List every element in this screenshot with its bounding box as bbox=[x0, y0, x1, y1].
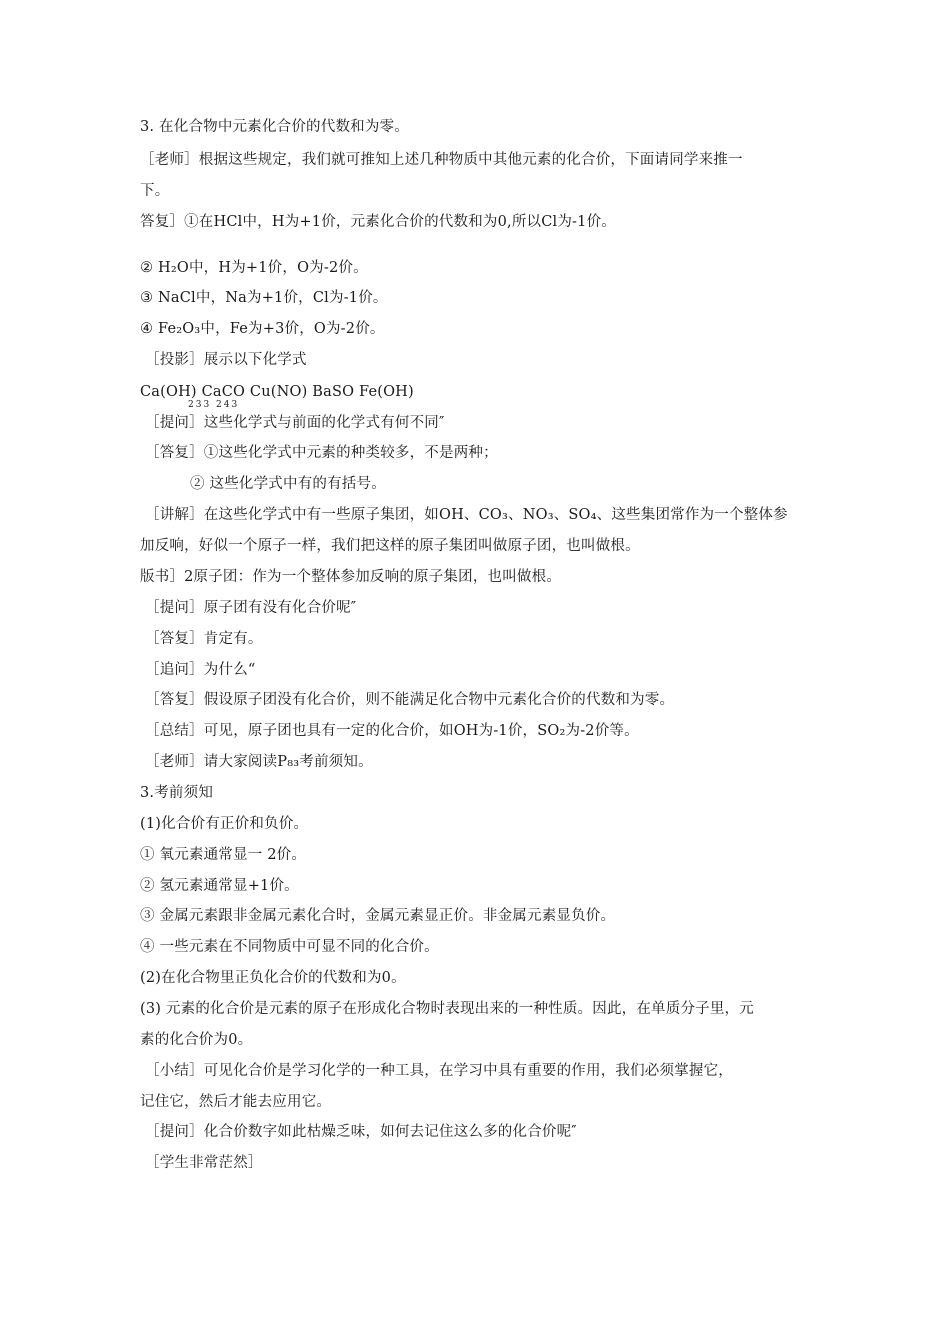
brief-summary-line-cont: 记住它，然后才能去应用它。 bbox=[140, 1094, 332, 1110]
brief-summary-line: ［小结］可见化合价是学习化学的一种工具，在学习中具有重要的作用，我们必须掌握它， bbox=[145, 1063, 733, 1079]
question-line-2: ［提问］原子团有没有化合价呢″ bbox=[145, 600, 357, 616]
note-1c-line: ③ 金属元素跟非金属元素化合时，金属元素显正价。非金属元素显负价。 bbox=[140, 908, 616, 924]
answer-fe2o3-line: ④ Fe₂O₃中，Fe为+3价，O为-2价。 bbox=[140, 321, 385, 337]
formula-subscripts: 233 243 bbox=[188, 400, 240, 410]
section-heading: 3.考前须知 bbox=[140, 785, 214, 801]
note-3-line-cont: 素的化合价为0。 bbox=[140, 1032, 253, 1048]
question-line: ［提问］这些化学式与前面的化学式有何不同″ bbox=[145, 415, 445, 431]
answer-line-1: ［答复］①这些化学式中元素的种类较多，不是两种； bbox=[145, 445, 498, 461]
teacher-line-cont: 下。 bbox=[140, 183, 170, 199]
explain-line: ［讲解］在这些化学式中有一些原子集团，如OH、CO₃、NO₃、SO₄、这些集团常作为一个整体参 bbox=[145, 507, 788, 523]
followup-line: ［追问］为什么“ bbox=[145, 662, 256, 678]
answer-hcl-line: 答复］①在HCl中，H为+1价，元素化合价的代数和为0,所以Cl为-1价。 bbox=[140, 214, 616, 230]
note-2-line: (2)在化合物里正负化合价的代数和为0。 bbox=[140, 970, 406, 986]
answer-line-3: ［答复］肯定有。 bbox=[145, 631, 263, 647]
answer-h2o-line: ② H₂O中，H为+1价，O为-2价。 bbox=[140, 260, 368, 276]
note-1-line: (1)化合价有正价和负价。 bbox=[140, 816, 309, 832]
answer-line-2: ② 这些化学式中有的有括号。 bbox=[190, 476, 386, 492]
teacher-line: ［老师］根据这些规定，我们就可推知上述几种物质中其他元素的化合价，下面请同学来推一 bbox=[140, 152, 743, 168]
answer-nacl-line: ③ NaCl中，Na为+1价，Cl为-1价。 bbox=[140, 290, 388, 306]
note-1b-line: ② 氢元素通常显+1价。 bbox=[140, 878, 299, 894]
note-1a-line: ① 氧元素通常显一 2价。 bbox=[140, 847, 307, 863]
board-line: 版书］2原子团：作为一个整体参加反响的原子集团，也叫做根。 bbox=[140, 569, 562, 585]
rule-3-line: 3. 在化合物中元素化合价的代数和为零。 bbox=[140, 119, 409, 135]
question-line-3: ［提问］化合价数字如此枯燥乏味，如何去记住这么多的化合价呢″ bbox=[145, 1124, 577, 1140]
projection-line: ［投影］展示以下化学式 bbox=[145, 352, 307, 368]
summary-line: ［总结］可见，原子团也具有一定的化合价，如OH为-1价，SO₂为-2价等。 bbox=[145, 723, 639, 739]
teacher-line-2: ［老师］请大家阅读P₈₃考前须知。 bbox=[145, 754, 373, 770]
answer-line-4: ［答复］假设原子团没有化合价，则不能满足化合物中元素化合价的代数和为零。 bbox=[145, 692, 675, 708]
students-line: ［学生非常茫然］ bbox=[145, 1155, 263, 1171]
note-1d-line: ④ 一些元素在不同物质中可显不同的化合价。 bbox=[140, 939, 439, 955]
formula-line: Ca(OH) CaCO Cu(NO) BaSO Fe(OH) bbox=[140, 384, 414, 400]
note-3-line: (3) 元素的化合价是元素的原子在形成化合物时表现出来的一种性质。因此，在单质分子里，元 bbox=[140, 1001, 754, 1017]
explain-line-cont: 加反响，好似一个原子一样，我们把这样的原子集团叫做原子团，也叫做根。 bbox=[140, 538, 640, 554]
